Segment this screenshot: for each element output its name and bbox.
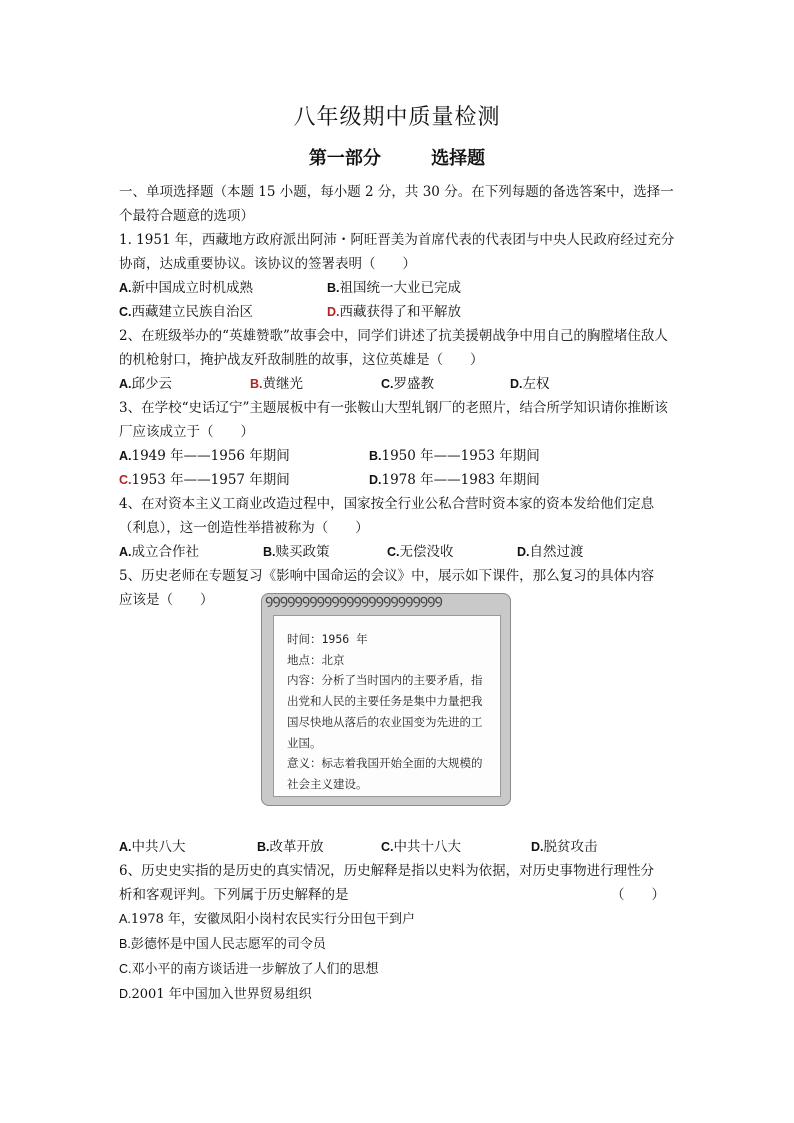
question-2-stem: 2、在班级举办的“英雄赞歌”故事会中，同学们讲述了抗美援朝战争中用自己的胸膛堵住敌人的机枪射口，掩护战友歼敌制胜的故事，这位英雄是（ ） [119,328,668,368]
option-1c: C.西藏建立民族自治区 [119,304,253,320]
card-place: 地点：北京 [287,652,345,667]
option-3a: A.1949 年——1956 年期间 [119,448,290,464]
option-2d: D.左权 [510,376,550,392]
option-1a: A.新中国成立时机成熟 [119,280,253,296]
section-intro: 一、单项选择题（本题 15 小题，每小题 2 分，共 30 分。在下列每题的备选答案中，选择一个最符合题意的选项） [119,184,674,224]
courseware-notebook-card [261,593,511,806]
question-5-options [119,835,679,859]
option-5d: D.脱贫攻击 [531,839,598,855]
option-1d: D.西藏获得了和平解放 [327,304,461,320]
question-2-options [119,372,679,396]
question-3-stem: 3、在学校“史话辽宁”主题展板中有一张鞍山大型轧钢厂的老照片，结合所学知识请你推断该厂应该成立于（ ） [119,400,668,440]
question-6-stem-line-1: 6、历史史实指的是历史的真实情况，历史解释是指以史料为依据，对历史事物进行理性分 [119,863,655,879]
option-4a: A.成立合作社 [119,544,199,560]
option-6d: D.2001 年中国加入世界贸易组织 [119,987,312,1002]
spiral-binding-icon: ꝮꝮꝮꝮꝮꝮꝮꝮꝮꝮꝮꝮꝮꝮꝮꝮꝮꝮꝮꝮꝮꝮꝮꝮ [265,595,442,611]
question-6-stem-line-2-row [119,883,679,907]
option-3b: B.1950 年——1953 年期间 [369,448,540,464]
option-6c: C.邓小平的南方谈话进一步解放了人们的思想 [119,962,379,977]
question-1-options-row-1 [119,276,679,300]
card-text [287,629,492,795]
option-4b: B.赎买政策 [263,544,330,560]
answer-paren: （ ） [611,887,665,903]
card-meaning: 意义：标志着我国开始全面的大规模的社会主义建设。 [287,756,483,791]
option-6b: B.彭德怀是中国人民志愿军的司令员 [119,937,326,952]
option-4c: C.无偿没收 [387,544,454,560]
question-4-stem: 4、在对资本主义工商业改造过程中，国家按全行业公私合营时资本家的资本发给他们定息（利息），这一创造性举措被称为（ ） [119,496,655,536]
card-time: 时间：1956 年 [287,632,368,646]
question-3-options-row-1 [119,444,679,468]
option-5c: C.中共十八大 [381,839,461,855]
card-content: 内容：分析了当时国内的主要矛盾，指出党和人民的主要任务是集中力量把我国尽快地从落后的农业国变为先进的工业国。 [287,673,483,750]
option-2a: A.邱少云 [119,376,172,392]
question-1-options-row-2 [119,300,679,324]
option-4d: D.自然过渡 [517,544,584,560]
question-5-stem-line-2: 应该是（ ） [119,592,214,608]
question-5-stem-line-1: 5、历史老师在专题复习《影响中国命运的会议》中，展示如下课件，那么复习的具体内容 [119,568,655,584]
option-1b: B.祖国统一大业已完成 [327,280,461,296]
question-6-stem-line-2: 析和客观评判。下列属于历史解释的是 [119,887,349,903]
option-6a: A.1978 年，安徽凤阳小岗村农民实行分田包干到户 [119,912,416,927]
page-title: 八年级期中质量检测 [293,105,501,130]
option-5a: A.中共八大 [119,839,186,855]
option-3d: D.1978 年——1983 年期间 [369,472,540,488]
option-5b: B.改革开放 [257,839,324,855]
option-2b: B.黄继光 [250,376,303,392]
question-3-options-row-2 [119,468,679,492]
question-4-options [119,540,679,564]
question-1-stem: 1. 1951 年，西藏地方政府派出阿沛・阿旺晋美为首席代表的代表团与中央人民政府经过充分协商，达成重要协议。该协议的签署表明（ ） [119,232,675,272]
option-3c: C.1953 年——1957 年期间 [119,472,290,488]
option-2c: C.罗盛教 [381,376,434,392]
section-title: 第一部分 选择题 [308,148,486,169]
